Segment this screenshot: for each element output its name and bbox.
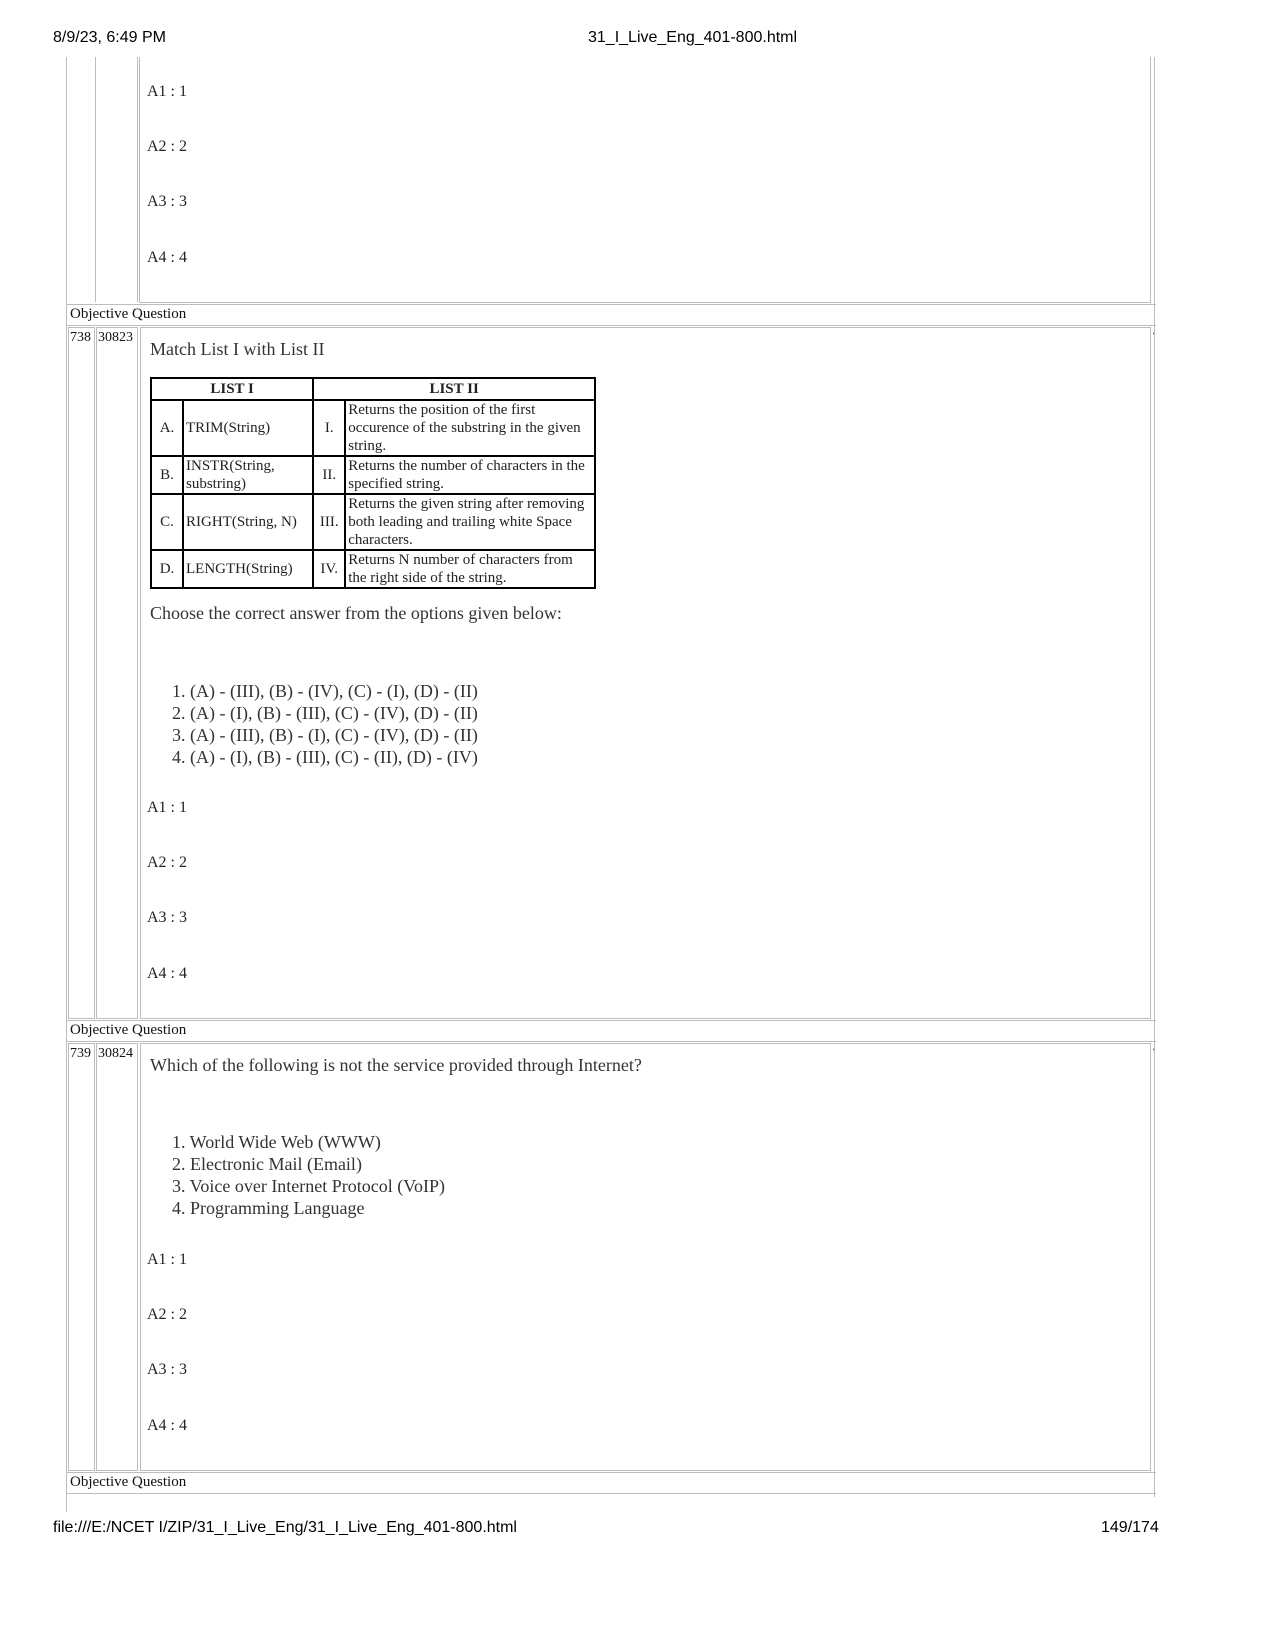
function-name: TRIM(String) [183,400,313,456]
function-name: INSTR(String, substring) [183,456,313,494]
answer-option-4: A4 : 4 [147,1417,187,1434]
row-numeral: II. [313,456,345,494]
print-datetime: 8/9/23, 6:49 PM [53,29,166,46]
sno-col-border [95,57,96,302]
question-prompt: Which of the following is not the service provided through Internet? [150,1055,642,1075]
row-letter: D. [151,550,183,588]
answer-option-3: A3 : 3 [147,909,187,926]
option-list [172,680,478,768]
scroll-marker: ‘ [1152,331,1156,342]
option-item: 1. World Wide Web (WWW) [172,1132,381,1152]
document-title: 31_I_Live_Eng_401-800.html [588,29,798,46]
option-item: 4. (A) - (I), (B) - (III), (C) - (II), (D) - (IV) [172,747,478,767]
answer-option-4: A4 : 4 [147,249,187,266]
answer-option-1: A1 : 1 [147,1251,187,1268]
row-numeral: III. [313,494,345,550]
question-serial-number: 738 [70,330,91,345]
option-item: 2. (A) - (I), (B) - (III), (C) - (IV), (D) - (II) [172,703,478,723]
question-prompt: Match List I with List II [150,339,325,359]
sno-cell [68,1043,95,1471]
outer-right-border [1154,57,1155,1497]
page-number: 149/174 [1101,1519,1159,1536]
row-divider [66,1041,1156,1042]
function-name: RIGHT(String, N) [183,494,313,550]
top-content-cell [139,57,1151,303]
function-description: Returns N number of characters from the right side of the string. [345,550,595,588]
list1-header: LIST I [151,378,313,400]
function-description: Returns the given string after removing both leading and trailing white Space characters. [345,494,595,550]
option-list [172,1131,445,1219]
qid-cell [96,1043,138,1471]
question-instruction: Choose the correct answer from the options given below: [150,603,562,623]
function-description: Returns the number of characters in the specified string. [345,456,595,494]
question-id: 30824 [98,1046,133,1061]
section-label: Objective Question [70,1474,187,1490]
row-divider [66,325,1156,326]
answer-option-2: A2 : 2 [147,138,187,155]
list2-header: LIST II [313,378,595,400]
answer-option-4: A4 : 4 [147,965,187,982]
scroll-marker: ‘ [1152,1047,1156,1058]
row-divider [66,1020,1156,1021]
answer-option-1: A1 : 1 [147,83,187,100]
question-content-cell [140,1043,1151,1471]
sno-cell [68,327,95,1019]
qid-col-border [137,57,138,302]
answer-option-2: A2 : 2 [147,854,187,871]
row-letter: C. [151,494,183,550]
row-numeral: IV. [313,550,345,588]
row-divider [66,1472,1156,1473]
qid-cell [96,327,138,1019]
function-name: LENGTH(String) [183,550,313,588]
section-label: Objective Question [70,306,187,322]
row-divider [66,304,1156,305]
row-numeral: I. [313,400,345,456]
file-path: file:///E:/NCET I/ZIP/31_I_Live_Eng/31_I_Live_Eng_401-800.html [53,1519,517,1536]
function-description: Returns the position of the first occurence of the substring in the given string. [345,400,595,456]
option-item: 2. Electronic Mail (Email) [172,1154,362,1174]
option-item: 3. (A) - (III), (B) - (I), (C) - (IV), (D) - (II) [172,725,478,745]
match-table [150,377,596,589]
section-label: Objective Question [70,1022,187,1038]
question-serial-number: 739 [70,1046,91,1061]
row-divider [66,1493,1156,1494]
answer-option-3: A3 : 3 [147,193,187,210]
option-item: 1. (A) - (III), (B) - (IV), (C) - (I), (D) - (II) [172,681,478,701]
row-letter: A. [151,400,183,456]
question-id: 30823 [98,330,133,345]
row-letter: B. [151,456,183,494]
outer-left-border [66,57,67,1512]
option-item: 4. Programming Language [172,1198,365,1218]
option-item: 3. Voice over Internet Protocol (VoIP) [172,1176,445,1196]
answer-option-1: A1 : 1 [147,799,187,816]
answer-option-2: A2 : 2 [147,1306,187,1323]
answer-option-3: A3 : 3 [147,1361,187,1378]
